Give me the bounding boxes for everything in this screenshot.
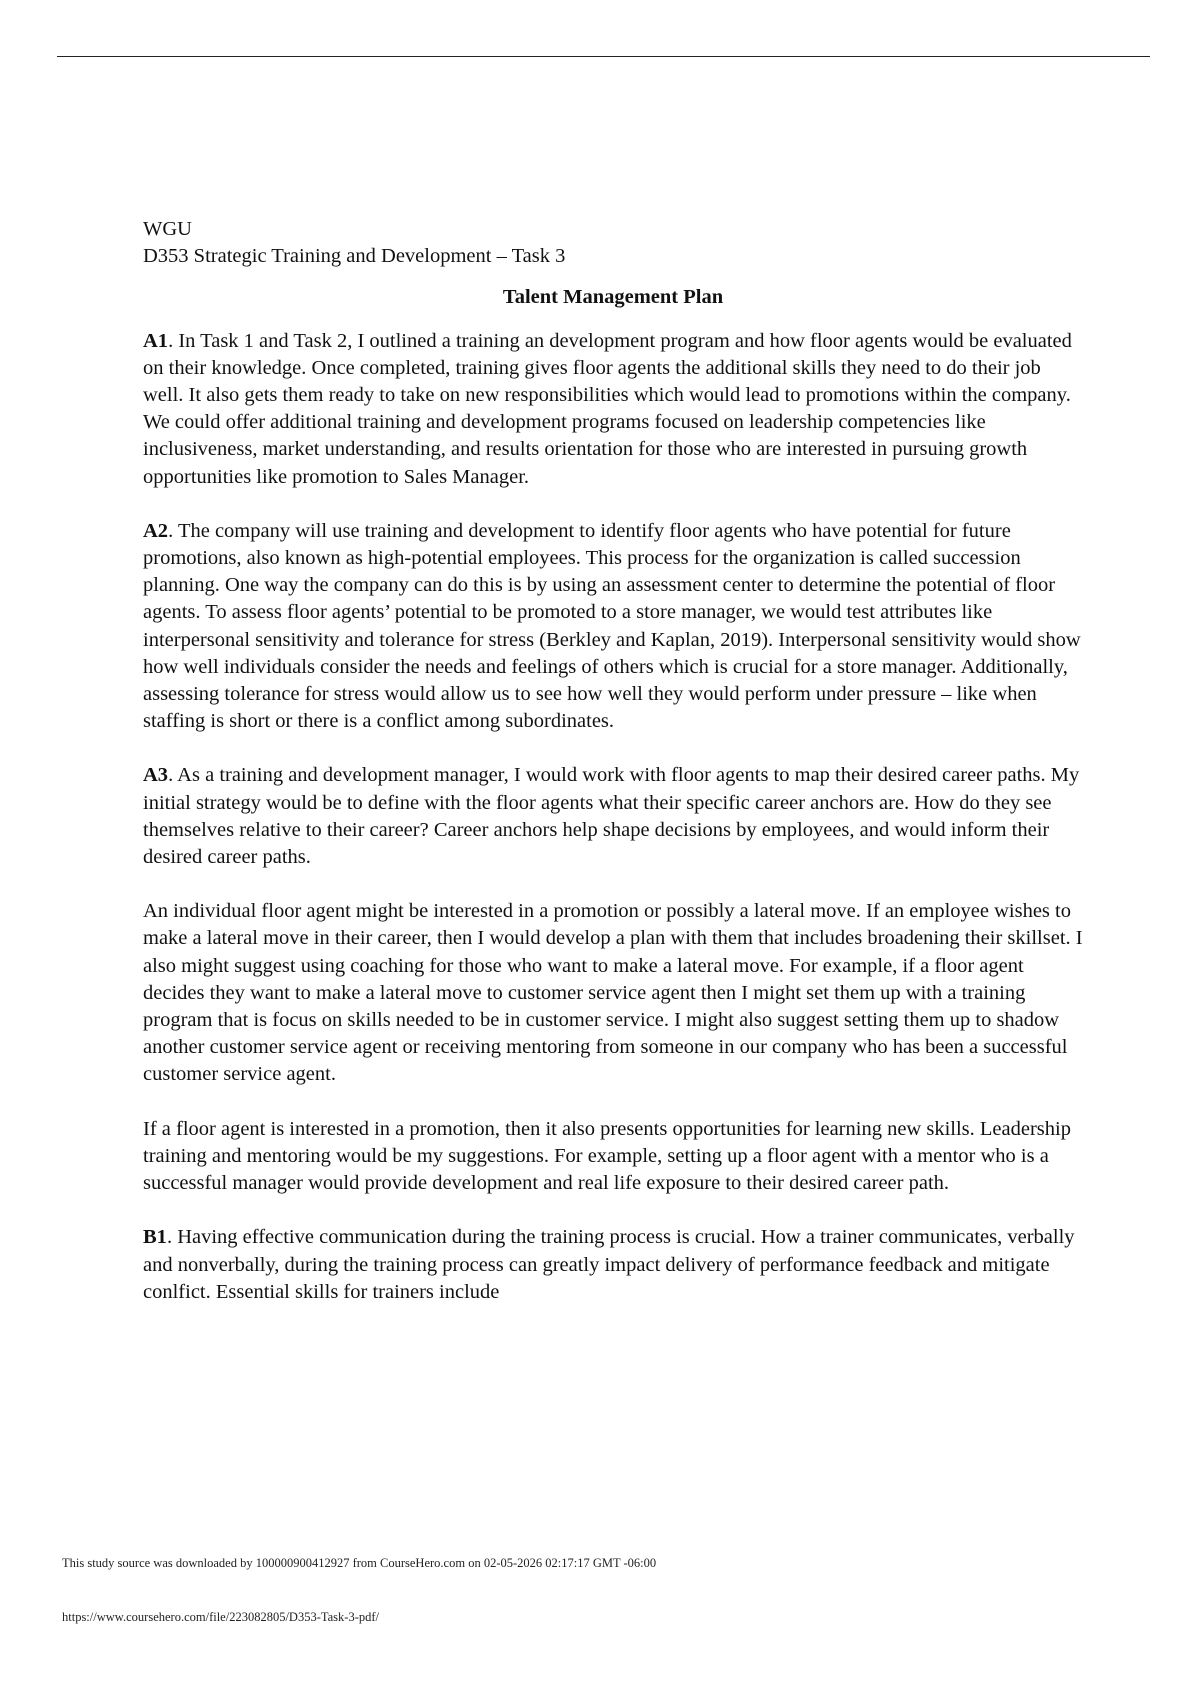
paragraph-text: . As a training and development manager, I would work with floor agents to map their desired career paths. My initial strategy would be to define with the floor agents what their specific career anchors are. How do they see themselves relative to their career? Career anchors help shape decisions by employees, and would inform their desired career paths. — [143, 764, 1080, 869]
section-label: A3 — [143, 764, 169, 787]
document-title: Talent Management Plan — [502, 286, 724, 309]
paragraph-text: . Having effective communication during the training process is crucial. How a trainer communicates, verbally and nonverbally, during the training process can greatly impact delivery of performance feedback and mitigate conlfict. Essential skills for trainers include — [143, 1226, 1075, 1303]
section-label: A1 — [143, 329, 169, 352]
section-label: B1 — [143, 1226, 167, 1249]
paragraph-a2 — [143, 518, 1083, 736]
paragraph-text: . The company will use training and development to identify floor agents who have potential for future promotions, also known as high-potential employees. This process for the organization is called succession planning. One way the company can do this is by using an assessment center to determine the potential of floor agents. To assess floor agents’ potential to be promoted to a store manager, we would test attributes like interpersonal sensitivity and tolerance for stress (Berkley and Kaplan, 2019). Interpersonal sensitivity would show how well individuals consider the needs and feelings of others which is crucial for a store manager. Additionally, assessing tolerance for stress would allow us to see how well they would perform under pressure – like when staffing is short or there is a conflict among subordinates. — [143, 519, 1081, 733]
paragraph-text: If a floor agent is interested in a promotion, then it also presents opportunities for learning new skills. Leadership training and mentoring would be my suggestions. For example, setting up a floor agent with a mentor who is a successful manager would provide development and real life exposure to their desired career path. — [143, 1117, 1071, 1195]
course-title: D353 Strategic Training and Development – Task 3 — [143, 245, 566, 268]
paragraph-b1 — [143, 1224, 1083, 1306]
download-source-note: This study source was downloaded by 100000900412927 from CourseHero.com on 02-05-2026 02:17:17 GMT -06:00 — [62, 1556, 657, 1570]
institution-name: WGU — [143, 218, 192, 240]
paragraph-text: . In Task 1 and Task 2, I outlined a training an development program and how floor agents would be evaluated on their knowledge. Once completed, training gives floor agents the additional skills they need to do their job well. It also gets them ready to take on new responsibilities which would lead to promotions within the company. We could offer additional training and development programs focused on leadership competencies like inclusiveness, market understanding, and results orientation for those who are interested in pursuing growth opportunities like promotion to Sales Manager. — [143, 329, 1072, 488]
document-url[interactable]: https://www.coursehero.com/file/223082805/D353-Task-3-pdf/ — [62, 1610, 380, 1624]
paragraph-a1 — [143, 328, 1083, 491]
paragraph-lateral-move — [143, 898, 1083, 1088]
paragraph-promotion — [143, 1116, 1083, 1198]
top-rule — [57, 56, 1150, 57]
document-body — [143, 216, 1083, 1333]
paragraph-a3 — [143, 762, 1083, 871]
paragraph-text: An individual floor agent might be interested in a promotion or possibly a lateral move. If an employee wishes to make a lateral move in their career, then I would develop a plan with them that includes broadening their skillset. I also might suggest using coaching for those who want to make a lateral move. For example, if a floor agent decides they want to make a lateral move to customer service agent then I might set them up with a training program that is focus on skills needed to be in customer service. I might also suggest setting them up to shadow another customer service agent or receiving mentoring from someone in our company who has been a successful customer service agent. — [143, 900, 1083, 1086]
section-label: A2 — [143, 519, 169, 542]
